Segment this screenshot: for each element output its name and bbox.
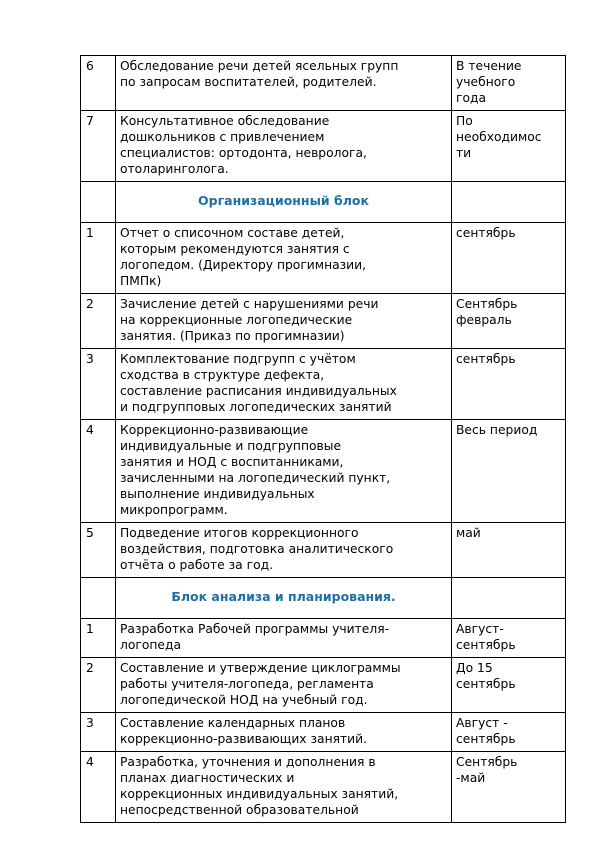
table-row <box>81 658 566 713</box>
task-line: дошкольников с привлечением <box>120 130 325 144</box>
deadline <box>452 349 566 420</box>
row-number: 4 <box>81 752 116 823</box>
table-row <box>81 619 566 658</box>
task-line: Отчет о списочном составе детей, <box>120 226 345 240</box>
row-number: 3 <box>81 713 116 752</box>
task-line: которым рекомендуются занятия с <box>120 242 350 256</box>
section-title: Организационный блок <box>116 182 452 223</box>
table-row <box>81 752 566 823</box>
table-row <box>81 420 566 523</box>
row-number: 2 <box>81 658 116 713</box>
task-line: Разработка, уточнения и дополнения в <box>120 755 376 769</box>
task-description <box>116 658 452 713</box>
table-row <box>81 111 566 182</box>
deadline <box>452 619 566 658</box>
deadline-line: Сентябрь <box>456 755 518 769</box>
task-description <box>116 111 452 182</box>
task-line: Составление календарных планов <box>120 716 346 730</box>
empty-date-cell <box>452 182 566 223</box>
deadline <box>452 294 566 349</box>
task-line: Подведение итогов коррекционного <box>120 526 359 540</box>
table-row <box>81 294 566 349</box>
task-line: работы учителя-логопеда, регламента <box>120 677 374 691</box>
empty-number-cell <box>81 578 116 619</box>
task-line: на коррекционные логопедические <box>120 313 353 327</box>
section-title: Блок анализа и планирования. <box>116 578 452 619</box>
table-row <box>81 223 566 294</box>
deadline <box>452 658 566 713</box>
row-number: 3 <box>81 349 116 420</box>
deadline-line: февраль <box>456 313 512 327</box>
deadline-line: -май <box>456 771 486 785</box>
task-line: ПМПк) <box>120 274 162 288</box>
deadline <box>452 111 566 182</box>
task-line: отоларинголога. <box>120 162 229 176</box>
task-line: микропрограмм. <box>120 503 228 517</box>
deadline-line: сентябрь <box>456 226 516 240</box>
task-line: коррекционно-развивающих занятий. <box>120 732 368 746</box>
task-line: занятия и НОД с воспитанниками, <box>120 455 344 469</box>
task-line: логопедом. (Директору прогимназии, <box>120 258 367 272</box>
task-line: Комплектование подгрупп с учётом <box>120 352 356 366</box>
task-description <box>116 349 452 420</box>
table-row <box>81 713 566 752</box>
task-description <box>116 713 452 752</box>
row-number: 2 <box>81 294 116 349</box>
empty-number-cell <box>81 182 116 223</box>
empty-date-cell <box>452 578 566 619</box>
task-line: сходства в структуре дефекта, <box>120 368 325 382</box>
deadline <box>452 713 566 752</box>
task-line: Разработка Рабочей программы учителя- <box>120 622 390 636</box>
deadline <box>452 420 566 523</box>
task-line: отчёта о работе за год. <box>120 558 274 572</box>
task-line: коррекционных индивидуальных занятий, <box>120 787 399 801</box>
deadline <box>452 223 566 294</box>
deadline-line: До 15 <box>456 661 493 675</box>
task-description <box>116 56 452 111</box>
deadline-line: По <box>456 114 473 128</box>
task-line: Зачисление детей с нарушениями речи <box>120 297 379 311</box>
table-row <box>81 349 566 420</box>
deadline-line: Август - <box>456 716 508 730</box>
deadline-line: сентябрь <box>456 352 516 366</box>
table-row <box>81 523 566 578</box>
deadline-line: сентябрь <box>456 732 516 746</box>
task-description <box>116 619 452 658</box>
plan-table <box>80 55 566 823</box>
deadline-line: сентябрь <box>456 638 516 652</box>
section-row <box>81 182 566 223</box>
task-line: и подгрупповых логопедических занятий <box>120 400 392 414</box>
task-line: воздействия, подготовка аналитического <box>120 542 394 556</box>
task-description <box>116 752 452 823</box>
deadline-line: года <box>456 91 487 105</box>
deadline-line: ти <box>456 146 472 160</box>
row-number: 6 <box>81 56 116 111</box>
task-line: логопеда <box>120 638 182 652</box>
task-line: составление расписания индивидуальных <box>120 384 397 398</box>
deadline-line: Сентябрь <box>456 297 518 311</box>
deadline-line: май <box>456 526 481 540</box>
deadline-line: Август- <box>456 622 504 636</box>
row-number: 7 <box>81 111 116 182</box>
deadline-line: учебного <box>456 75 516 89</box>
task-line: Составление и утверждение циклограммы <box>120 661 401 675</box>
table-row <box>81 56 566 111</box>
row-number: 1 <box>81 223 116 294</box>
task-line: планах диагностических и <box>120 771 295 785</box>
section-row <box>81 578 566 619</box>
row-number: 5 <box>81 523 116 578</box>
task-line: Обследование речи детей ясельных групп <box>120 59 399 73</box>
task-line: выполнение индивидуальных <box>120 487 315 501</box>
task-line: Коррекционно-развивающие <box>120 423 309 437</box>
task-description <box>116 523 452 578</box>
deadline-line: Весь период <box>456 423 538 437</box>
row-number: 4 <box>81 420 116 523</box>
task-line: по запросам воспитателей, родителей. <box>120 75 377 89</box>
task-line: индивидуальные и подгрупповые <box>120 439 342 453</box>
row-number: 1 <box>81 619 116 658</box>
task-line: Консультативное обследование <box>120 114 330 128</box>
deadline-line: необходимос <box>456 130 542 144</box>
deadline <box>452 523 566 578</box>
deadline-line: В течение <box>456 59 522 73</box>
task-description <box>116 420 452 523</box>
deadline <box>452 56 566 111</box>
deadline-line: сентябрь <box>456 677 516 691</box>
task-line: зачисленными на логопедический пункт, <box>120 471 391 485</box>
task-description <box>116 294 452 349</box>
plan-table-body <box>81 56 566 823</box>
task-line: непосредственной образовательной <box>120 803 359 817</box>
task-line: специалистов: ортодонта, невролога, <box>120 146 367 160</box>
task-line: занятия. (Приказ по прогимназии) <box>120 329 345 343</box>
task-line: логопедической НОД на учебный год. <box>120 693 368 707</box>
task-description <box>116 223 452 294</box>
deadline <box>452 752 566 823</box>
